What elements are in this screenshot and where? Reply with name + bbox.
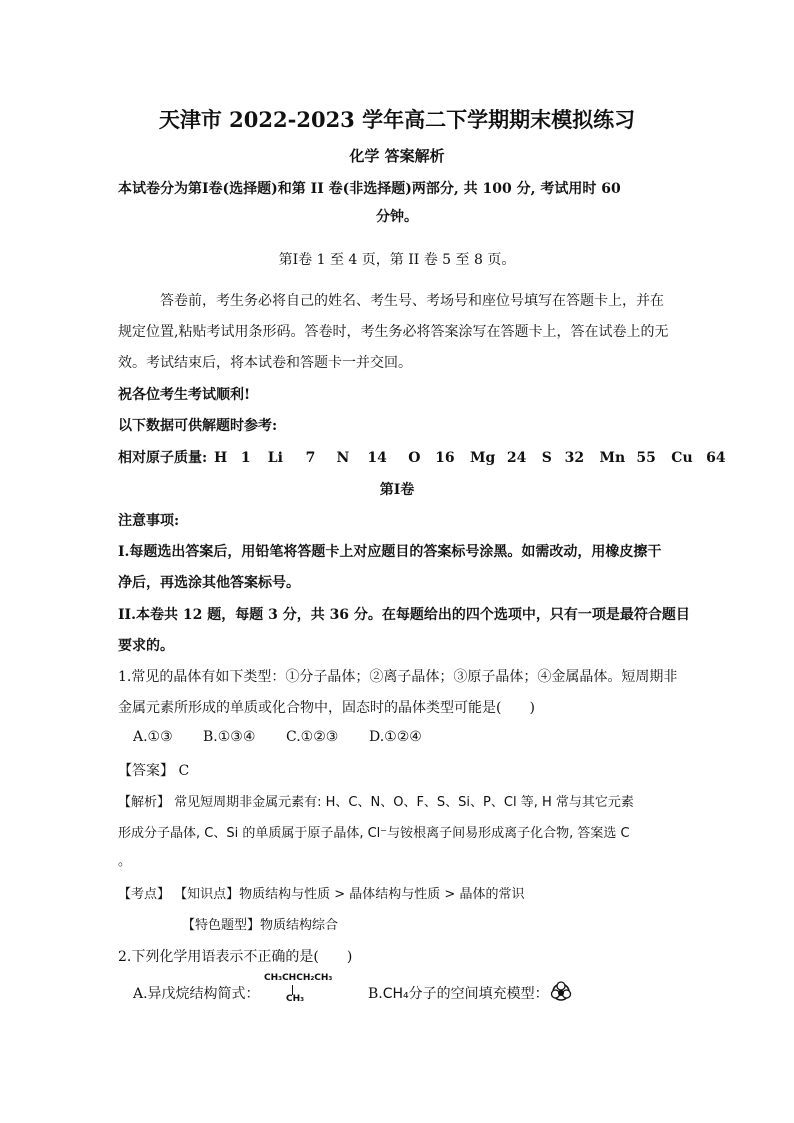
mass-value: 32: [564, 450, 585, 466]
question-1-explanation-line-1: 【解析】 常见短周期非金属元素有: H、C、N、O、F、S、Si、P、Cl 等, H 常与其它元素: [118, 795, 634, 810]
question-1-option-d: D.①②④: [369, 729, 422, 745]
question-1-option-a: A.①③: [133, 729, 173, 745]
formula-main-chain: CH₃CHCH₂CH₃: [264, 973, 333, 983]
question-1-explanation-line-3: 。: [118, 854, 132, 869]
mass-symbol: Li: [267, 450, 283, 466]
question-1-option-b: B.①③④: [203, 729, 256, 745]
question-1-answer: 【答案】 C: [118, 763, 190, 779]
methane-formula: CH₄: [382, 986, 409, 1002]
reference-line: 以下数据可供解题时参考:: [118, 418, 278, 434]
atomic-mass-row: [118, 447, 728, 467]
mass-value: 55: [636, 450, 656, 466]
option-b-prefix: B.: [368, 986, 383, 1002]
note-2-line-1: II.本卷共 12 题，每题 3 分，共 36 分。在每题给出的四个选项中，只有一项是最符合题目: [118, 607, 690, 623]
mass-symbol: S: [541, 450, 552, 466]
mass-symbol: N: [336, 450, 350, 466]
mass-symbol: O: [408, 450, 421, 466]
option-b-suffix: 分子的空间填充模型：: [408, 986, 549, 1002]
document-subtitle: 化学 答案解析: [349, 147, 445, 165]
note-2-line-2: 要求的。: [118, 638, 174, 654]
question-1-option-c: C.①②③: [286, 729, 339, 745]
mass-symbol: Mn: [599, 450, 626, 466]
question-1-knowledge-point: 【考点】 【知识点】物质结构与性质 > 晶体结构与性质 > 晶体的常识: [118, 887, 525, 902]
note-1-line-2: 净后，再选涂其他答案标号。: [118, 575, 300, 591]
mass-value: 16: [435, 450, 455, 466]
intro-pages: 第Ⅰ卷 1 至 4 页，第 II 卷 5 至 8 页。: [278, 252, 516, 268]
intro-line-2: 分钟。: [376, 209, 418, 225]
question-1-line-1: 1.常见的晶体有如下类型：①分子晶体；②离子晶体；③原子晶体；④金属晶体。短周期非: [118, 669, 678, 685]
question-2-option-a: A.异戊烷结构简式：: [133, 986, 260, 1002]
question-2-option-b: [368, 983, 549, 1003]
document-title: 天津市 2022-2023 学年高二下学期期末模拟练习: [158, 107, 636, 132]
notes-heading: 注意事项:: [118, 513, 180, 529]
question-1-question-type: 【特色题型】物质结构综合: [182, 918, 339, 933]
mass-value: 7: [305, 450, 316, 466]
atomic-mass-label: 相对原子质量:: [118, 450, 208, 466]
formula-branch: CH₃: [286, 994, 305, 1004]
mass-symbol: Mg: [470, 450, 496, 466]
instructions-line-2: 规定位置,粘贴考试用条形码。答卷时，考生务必将答案涂写在答题卡上，答在试卷上的无: [118, 324, 669, 340]
question-2-stem: 2.下列化学用语表示不正确的是( ): [118, 949, 353, 965]
mass-value: 64: [706, 450, 726, 466]
mass-value: 24: [506, 450, 527, 466]
isopentane-structural-formula: [264, 973, 344, 1009]
section-heading: 第Ⅰ卷: [379, 482, 415, 498]
methane-space-filling-model-icon: [550, 980, 572, 1002]
mass-symbol: H: [214, 450, 228, 466]
mass-value: 1: [240, 450, 251, 466]
intro-line-1: 本试卷分为第Ⅰ卷(选择题)和第 II 卷(非选择题)两部分, 共 100 分, 考试用时 60: [118, 181, 621, 197]
mass-value: 14: [367, 450, 387, 466]
question-1-line-2: 金属元素所形成的单质或化合物中，固态时的晶体类型可能是( ): [118, 700, 535, 716]
instructions-line-1: 答卷前，考生务必将自己的姓名、考生号、考场号和座位号填写在答题卡上，并在: [160, 293, 664, 309]
wish-line: 祝各位考生考试顺利!: [118, 387, 251, 403]
note-1-line-1: I.每题选出答案后，用铅笔将答题卡上对应题目的答案标号涂黑。如需改动，用橡皮擦干: [118, 544, 662, 560]
question-1-explanation-line-2: 形成分子晶体, C、Si 的单质属于原子晶体, Cl⁻与铵根离子间易形成离子化合物, 答案选 C: [118, 826, 630, 841]
instructions-line-3: 效。考试结束后，将本试卷和答题卡一并交回。: [118, 355, 412, 371]
mass-symbol: Cu: [671, 450, 693, 466]
